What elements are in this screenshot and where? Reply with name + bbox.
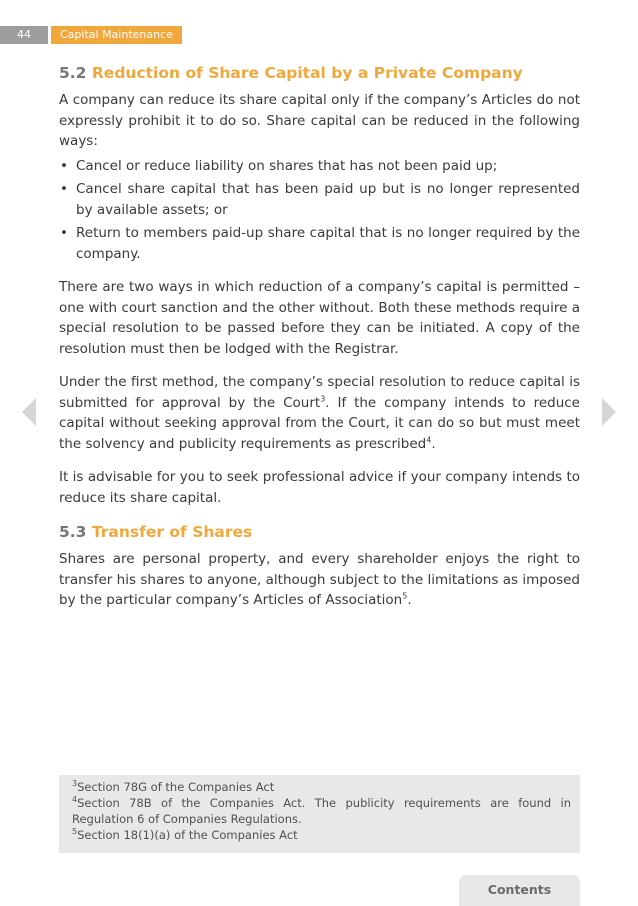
bullet-list xyxy=(59,156,580,265)
paragraph: It is advisable for you to seek professional advice if your company intends to reduce its share capital. xyxy=(59,469,580,506)
footnote-mark: 3 xyxy=(72,779,78,789)
section-number: 5.2 xyxy=(59,64,87,82)
footnote-text: Section 18(1)(a) of the Companies Act xyxy=(77,828,298,842)
list-item: • Return to members paid-up share capital that is no longer required by the company. xyxy=(59,223,580,264)
paragraph xyxy=(59,372,580,454)
section-title: Reduction of Share Capital by a Private Company xyxy=(91,64,523,82)
list-item: • Cancel share capital that has been paid up but is no longer represented by available assets; or xyxy=(59,179,580,220)
footnote-text: Section 78G of the Companies Act xyxy=(77,780,275,794)
paragraph-text: . xyxy=(431,435,436,452)
paragraph-text: . If the company intends to reduce capital without seeking approval from the Court, it can do so but must meet the solvency and publicity requirements as prescribed xyxy=(59,394,580,452)
contents-button[interactable]: Contents xyxy=(459,875,580,906)
footnote-mark: 5 xyxy=(72,827,78,837)
main-content xyxy=(59,62,580,624)
page-number: 44 xyxy=(0,26,48,44)
footnote xyxy=(72,779,571,795)
next-page-icon[interactable] xyxy=(602,398,616,426)
list-item: • Cancel or reduce liability on shares that has not been paid up; xyxy=(59,156,580,177)
section-heading-5-2 xyxy=(59,62,580,84)
paragraph xyxy=(59,549,580,611)
footnote-ref: 3 xyxy=(320,394,326,403)
section-number: 5.3 xyxy=(59,523,87,541)
paragraph-text: . xyxy=(407,592,412,608)
page-header xyxy=(0,26,182,44)
footnotes-box xyxy=(59,775,580,853)
section-title: Transfer of Shares xyxy=(91,523,253,541)
footnote-ref: 5 xyxy=(402,591,408,601)
chapter-title: Capital Maintenance xyxy=(51,26,182,44)
paragraph-text: Shares are personal property, and every shareholder enjoys the right to transfer his shares to anyone, although subject to the limitations as imposed by the particular company’s Articles of Association xyxy=(59,551,580,608)
footnote xyxy=(72,795,571,827)
paragraph: There are two ways in which reduction of a company’s capital is permitted – one with court sanction and the other without. Both these methods require a special resolution to be passed before they can be initiated. A copy of the resolution must then be lodged with the Registrar. xyxy=(59,279,580,357)
section-heading-5-3 xyxy=(59,521,580,543)
paragraph-text: Under the first method, the company’s special resolution to reduce capital is submitted for approval by the Court xyxy=(59,374,580,411)
footnote xyxy=(72,827,571,843)
footnote-mark: 4 xyxy=(72,795,78,805)
footnote-text: Section 78B of the Companies Act. The publicity requirements are found in Regulation 6 of Companies Regulations. xyxy=(72,796,571,826)
previous-page-icon[interactable] xyxy=(22,398,36,426)
paragraph: A company can reduce its share capital only if the company’s Articles do not expressly prohibit it to do so. Share capital can be reduced in the following ways: xyxy=(59,92,580,149)
footnote-ref: 4 xyxy=(426,435,432,444)
